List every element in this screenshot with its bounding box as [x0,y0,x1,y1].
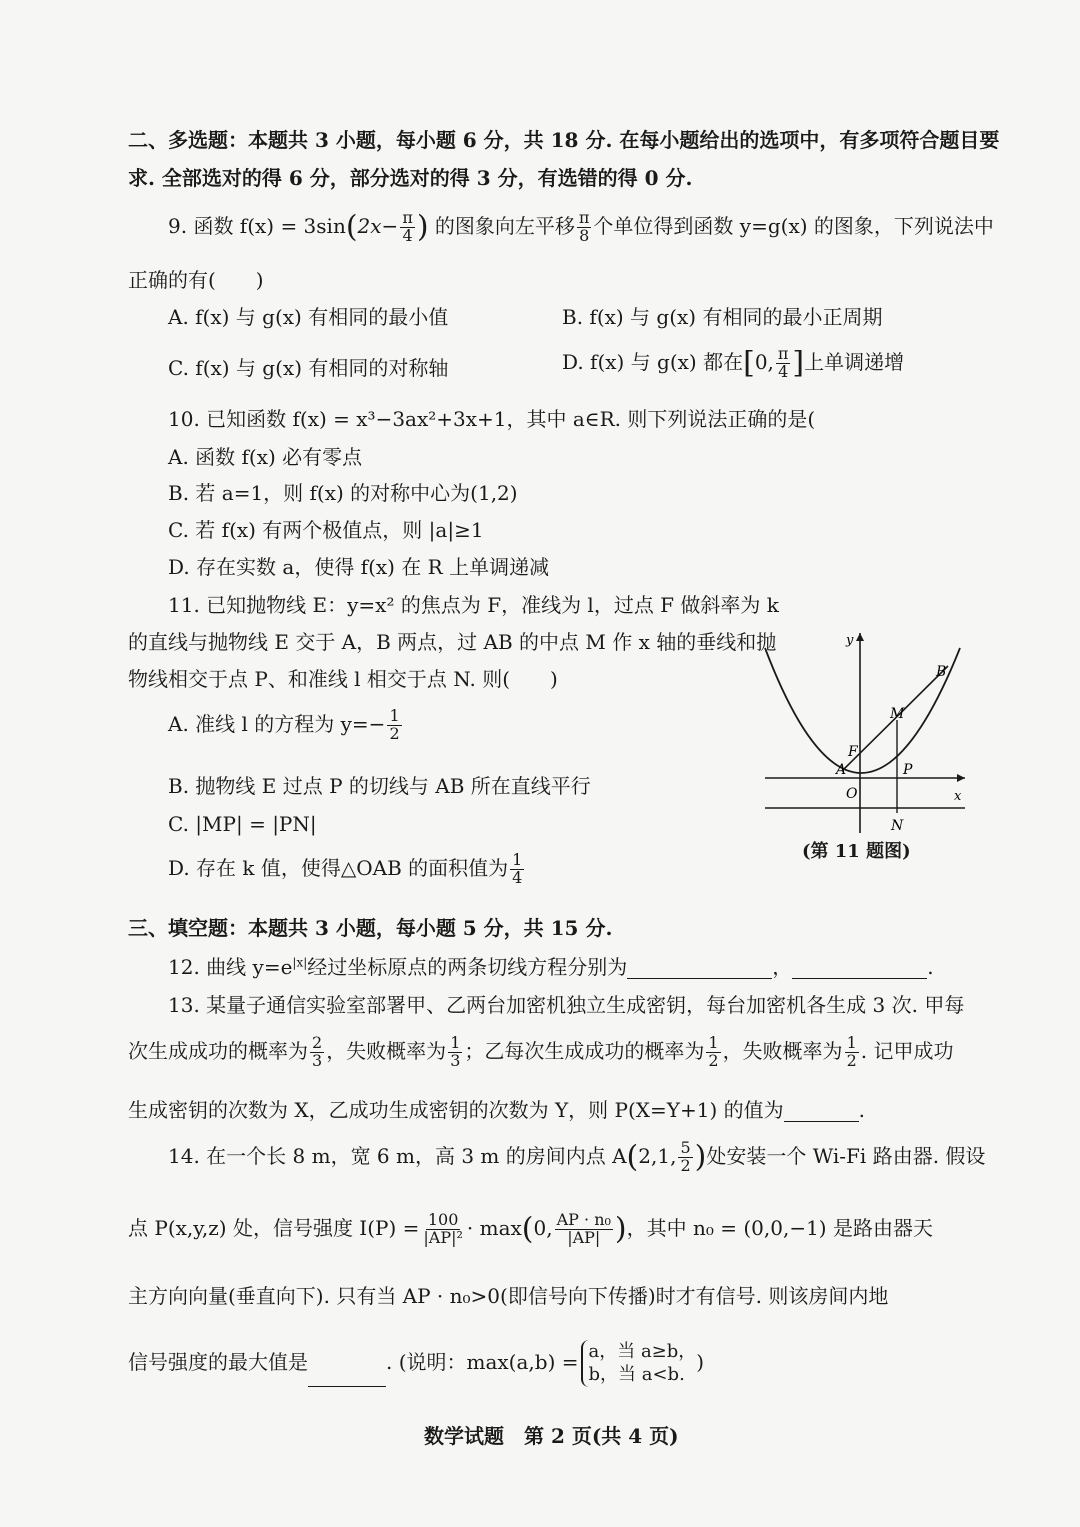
q13-line3: 生成密钥的次数为 X，乙成功生成密钥的次数为 Y，则 P(X=Y+1) 的值为 . [128,1098,865,1122]
q9-option-a: A. f(x) 与 g(x) 有相同的最小值 [168,305,449,329]
q12-blank-2[interactable] [792,958,927,979]
q9-stem-b: 的图象向左平移 [434,213,575,238]
page-footer: 数学试题 第 2 页(共 4 页) [424,1424,679,1448]
label-a: A [836,762,847,778]
y-axis-arrow [856,633,864,641]
section2-header-line1: 二、多选题：本题共 3 小题，每小题 6 分，共 18 分. 在每小题给出的选项中，有多项符合题目要 [128,128,1000,152]
q14-line3: 主方向向量(垂直向下). 只有当 AP · n₀>0(即信号向下传播)时才有信号. 则该房间内地 [128,1284,889,1308]
q14-line4: 信号强度的最大值是 . (说明：max(a,b) = a，当 a≥b， b，当 a<b. ) [128,1341,705,1386]
q9-option-b: B. f(x) 与 g(x) 有相同的最小正周期 [562,305,883,329]
q12-line: 12. 曲线 $y=e^{|x|}$经过坐标原点的两条切线方程分别为 ， . [168,955,934,979]
q14-cases: a，当 a≥b， b，当 a<b. [581,1340,697,1387]
q11-option-d: D. 存在 k 值，使得△OAB 的面积值为 $\frac{1}{4}$ [168,850,523,887]
section3-header: 三、填空题：本题共 3 小题，每小题 5 分，共 15 分. [128,916,613,940]
q13-line1: 13. 某量子通信实验室部署甲、乙两台加密机独立生成密钥，每台加密机各生成 3 次. 甲每 [168,993,965,1017]
q13-line2: 次生成成功的概率为 $\frac{2}{3}$ ，失败概率为 $\frac{1}{3}$ ；乙每次生成成功的概率为 $\frac{1}{2}$ ，失败概率为 $\frac{1}{2}$ . 记甲成功 [128,1033,954,1070]
q9-stem-c: 个单位得到函数 y=g(x) 的图象，下列说法中 [593,213,994,238]
q11-option-b: B. 抛物线 E 过点 P 的切线与 AB 所在直线平行 [168,774,591,798]
q9-stem: 9. 函数 f(x) = 3sin(2x− $\frac{\pi}{4}$ ) 的图象向左平移 $\frac{\pi}{8}$ 个单位得到函数 y=g(x) 的图象，下列说法中 [168,208,994,245]
label-n: N [891,818,904,834]
label-o: O [846,786,858,802]
label-f: F [848,744,858,760]
q14-line2: 点 P(x,y,z) 处，信号强度 I(P) = $\frac{100}{\text{|AP|²}}$ · max(0, $\frac{\text{AP · n₀}}{|AP|}$ )，其中 n₀ = (0,0,−1) 是路由器天 [128,1210,933,1247]
label-y: y [846,633,854,648]
label-x: x [954,789,962,804]
q9-frac1: $\frac{\pi}{4}$ [402,208,413,245]
q10-option-b: B. 若 a=1，则 f(x) 的对称中心为(1,2) [168,481,518,505]
q11-option-c: C. |MP| = |PN| [168,812,317,836]
label-b: B [936,664,947,680]
q11-figure [760,628,970,838]
q10-option-d: D. 存在实数 a，使得 f(x) 在 R 上单调递减 [168,555,550,579]
q12-blank-1[interactable] [627,958,772,979]
section2-header-line2: 求. 全部选对的得 6 分，部分选对的得 3 分，有选错的得 0 分. [128,166,693,190]
q11-figure-caption: (第 11 题图) [802,841,911,862]
q9-stem-a: 9. 函数 f(x) = 3sin [168,213,346,238]
q9-stem-line2: 正确的有( ) [128,268,264,292]
q11-stem-line2: 的直线与抛物线 E 交于 A，B 两点，过 AB 的中点 M 作 x 轴的垂线和抛 [128,630,777,654]
q9-paren-inner: 2x− [357,213,399,238]
q10-stem: 10. 已知函数 f(x) = x³−3ax²+3x+1，其中 a∈R. 则下列说法正确的是( [168,407,816,431]
q14-blank[interactable] [308,1366,386,1387]
q11-option-a: A. 准线 l 的方程为 y=− $\frac{1}{2}$ [168,706,400,743]
q14-line1: 14. 在一个长 8 m，宽 6 m，高 3 m 的房间内点 A(2,1, $\frac{5}{2}$ )处安装一个 Wi-Fi 路由器. 假设 [168,1138,986,1175]
q13-blank[interactable] [784,1101,859,1122]
q10-option-a: A. 函数 f(x) 必有零点 [168,445,363,469]
x-axis-arrow [957,774,965,782]
q10-option-c: C. 若 f(x) 有两个极值点，则 |a|≥1 [168,518,484,542]
q11-stem-line1: 11. 已知抛物线 E：y=x² 的焦点为 F，准线为 l，过点 F 做斜率为 k [168,593,779,617]
parabola-curve [765,648,960,773]
label-p: P [903,762,913,778]
q11-stem-line3: 物线相交于点 P、和准线 l 相交于点 N. 则( ) [128,667,558,691]
q9-option-d: D. f(x) 与 g(x) 都在[0, $\frac{\pi}{4}$ ]上单调递增 [562,344,905,381]
label-m: M [890,706,905,722]
q9-option-c: C. f(x) 与 g(x) 有相同的对称轴 [168,356,449,380]
q9-frac2: $\frac{\pi}{8}$ [578,208,590,245]
